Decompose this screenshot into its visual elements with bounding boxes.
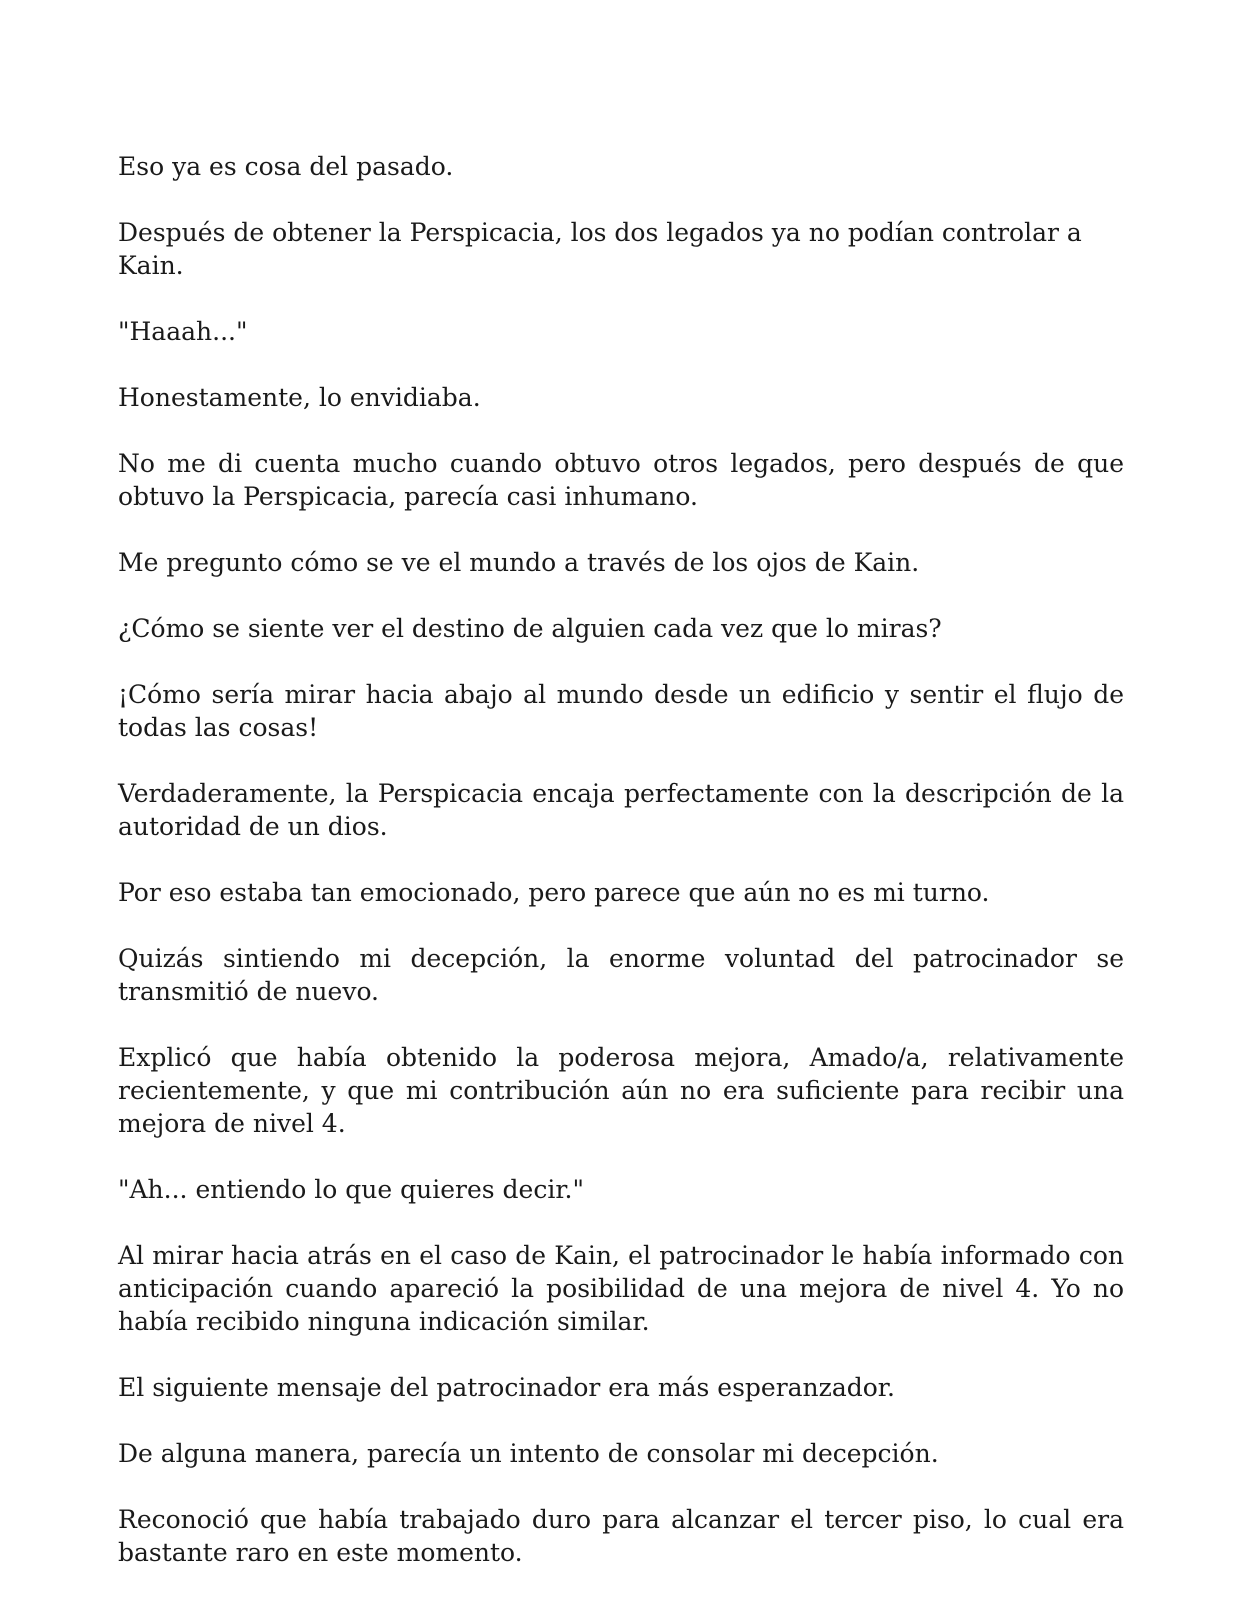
paragraph: Al mirar hacia atrás en el caso de Kain, el patrocinador le había informado con anticipación cuando apareció la posibilidad de una mejora de nivel 4. Yo no había recibido ninguna indicación similar. bbox=[118, 1241, 1124, 1336]
paragraph: "Haaah..." bbox=[118, 317, 248, 346]
paragraph: Eso ya es cosa del pasado. bbox=[118, 152, 454, 181]
paragraph: Después de obtener la Perspicacia, los dos legados ya no podían controlar a Kain. bbox=[118, 218, 1082, 280]
paragraph: Verdaderamente, la Perspicacia encaja perfectamente con la descripción de la autoridad de un dios. bbox=[118, 779, 1124, 841]
document-body bbox=[118, 150, 1124, 1602]
paragraph: El siguiente mensaje del patrocinador era más esperanzador. bbox=[118, 1373, 895, 1402]
paragraph: No me di cuenta mucho cuando obtuvo otros legados, pero después de que obtuvo la Perspicacia, parecía casi inhumano. bbox=[118, 449, 1124, 511]
paragraph: Por eso estaba tan emocionado, pero parece que aún no es mi turno. bbox=[118, 878, 990, 907]
paragraph: Explicó que había obtenido la poderosa mejora, Amado/a, relativamente recientemente, y que mi contribución aún no era suficiente para recibir una mejora de nivel 4. bbox=[118, 1043, 1124, 1138]
paragraph: ¿Cómo se siente ver el destino de alguien cada vez que lo miras? bbox=[118, 614, 942, 643]
paragraph: ¡Cómo sería mirar hacia abajo al mundo desde un edificio y sentir el flujo de todas las cosas! bbox=[118, 680, 1124, 742]
paragraph: Me pregunto cómo se ve el mundo a través de los ojos de Kain. bbox=[118, 548, 920, 577]
paragraph: Reconoció que había trabajado duro para alcanzar el tercer piso, lo cual era bastante raro en este momento. bbox=[118, 1505, 1124, 1567]
paragraph: De alguna manera, parecía un intento de consolar mi decepción. bbox=[118, 1439, 939, 1468]
paragraph: Honestamente, lo envidiaba. bbox=[118, 383, 481, 412]
paragraph: "Ah... entiendo lo que quieres decir." bbox=[118, 1175, 584, 1204]
paragraph: Quizás sintiendo mi decepción, la enorme voluntad del patrocinador se transmitió de nuevo. bbox=[118, 944, 1124, 1006]
